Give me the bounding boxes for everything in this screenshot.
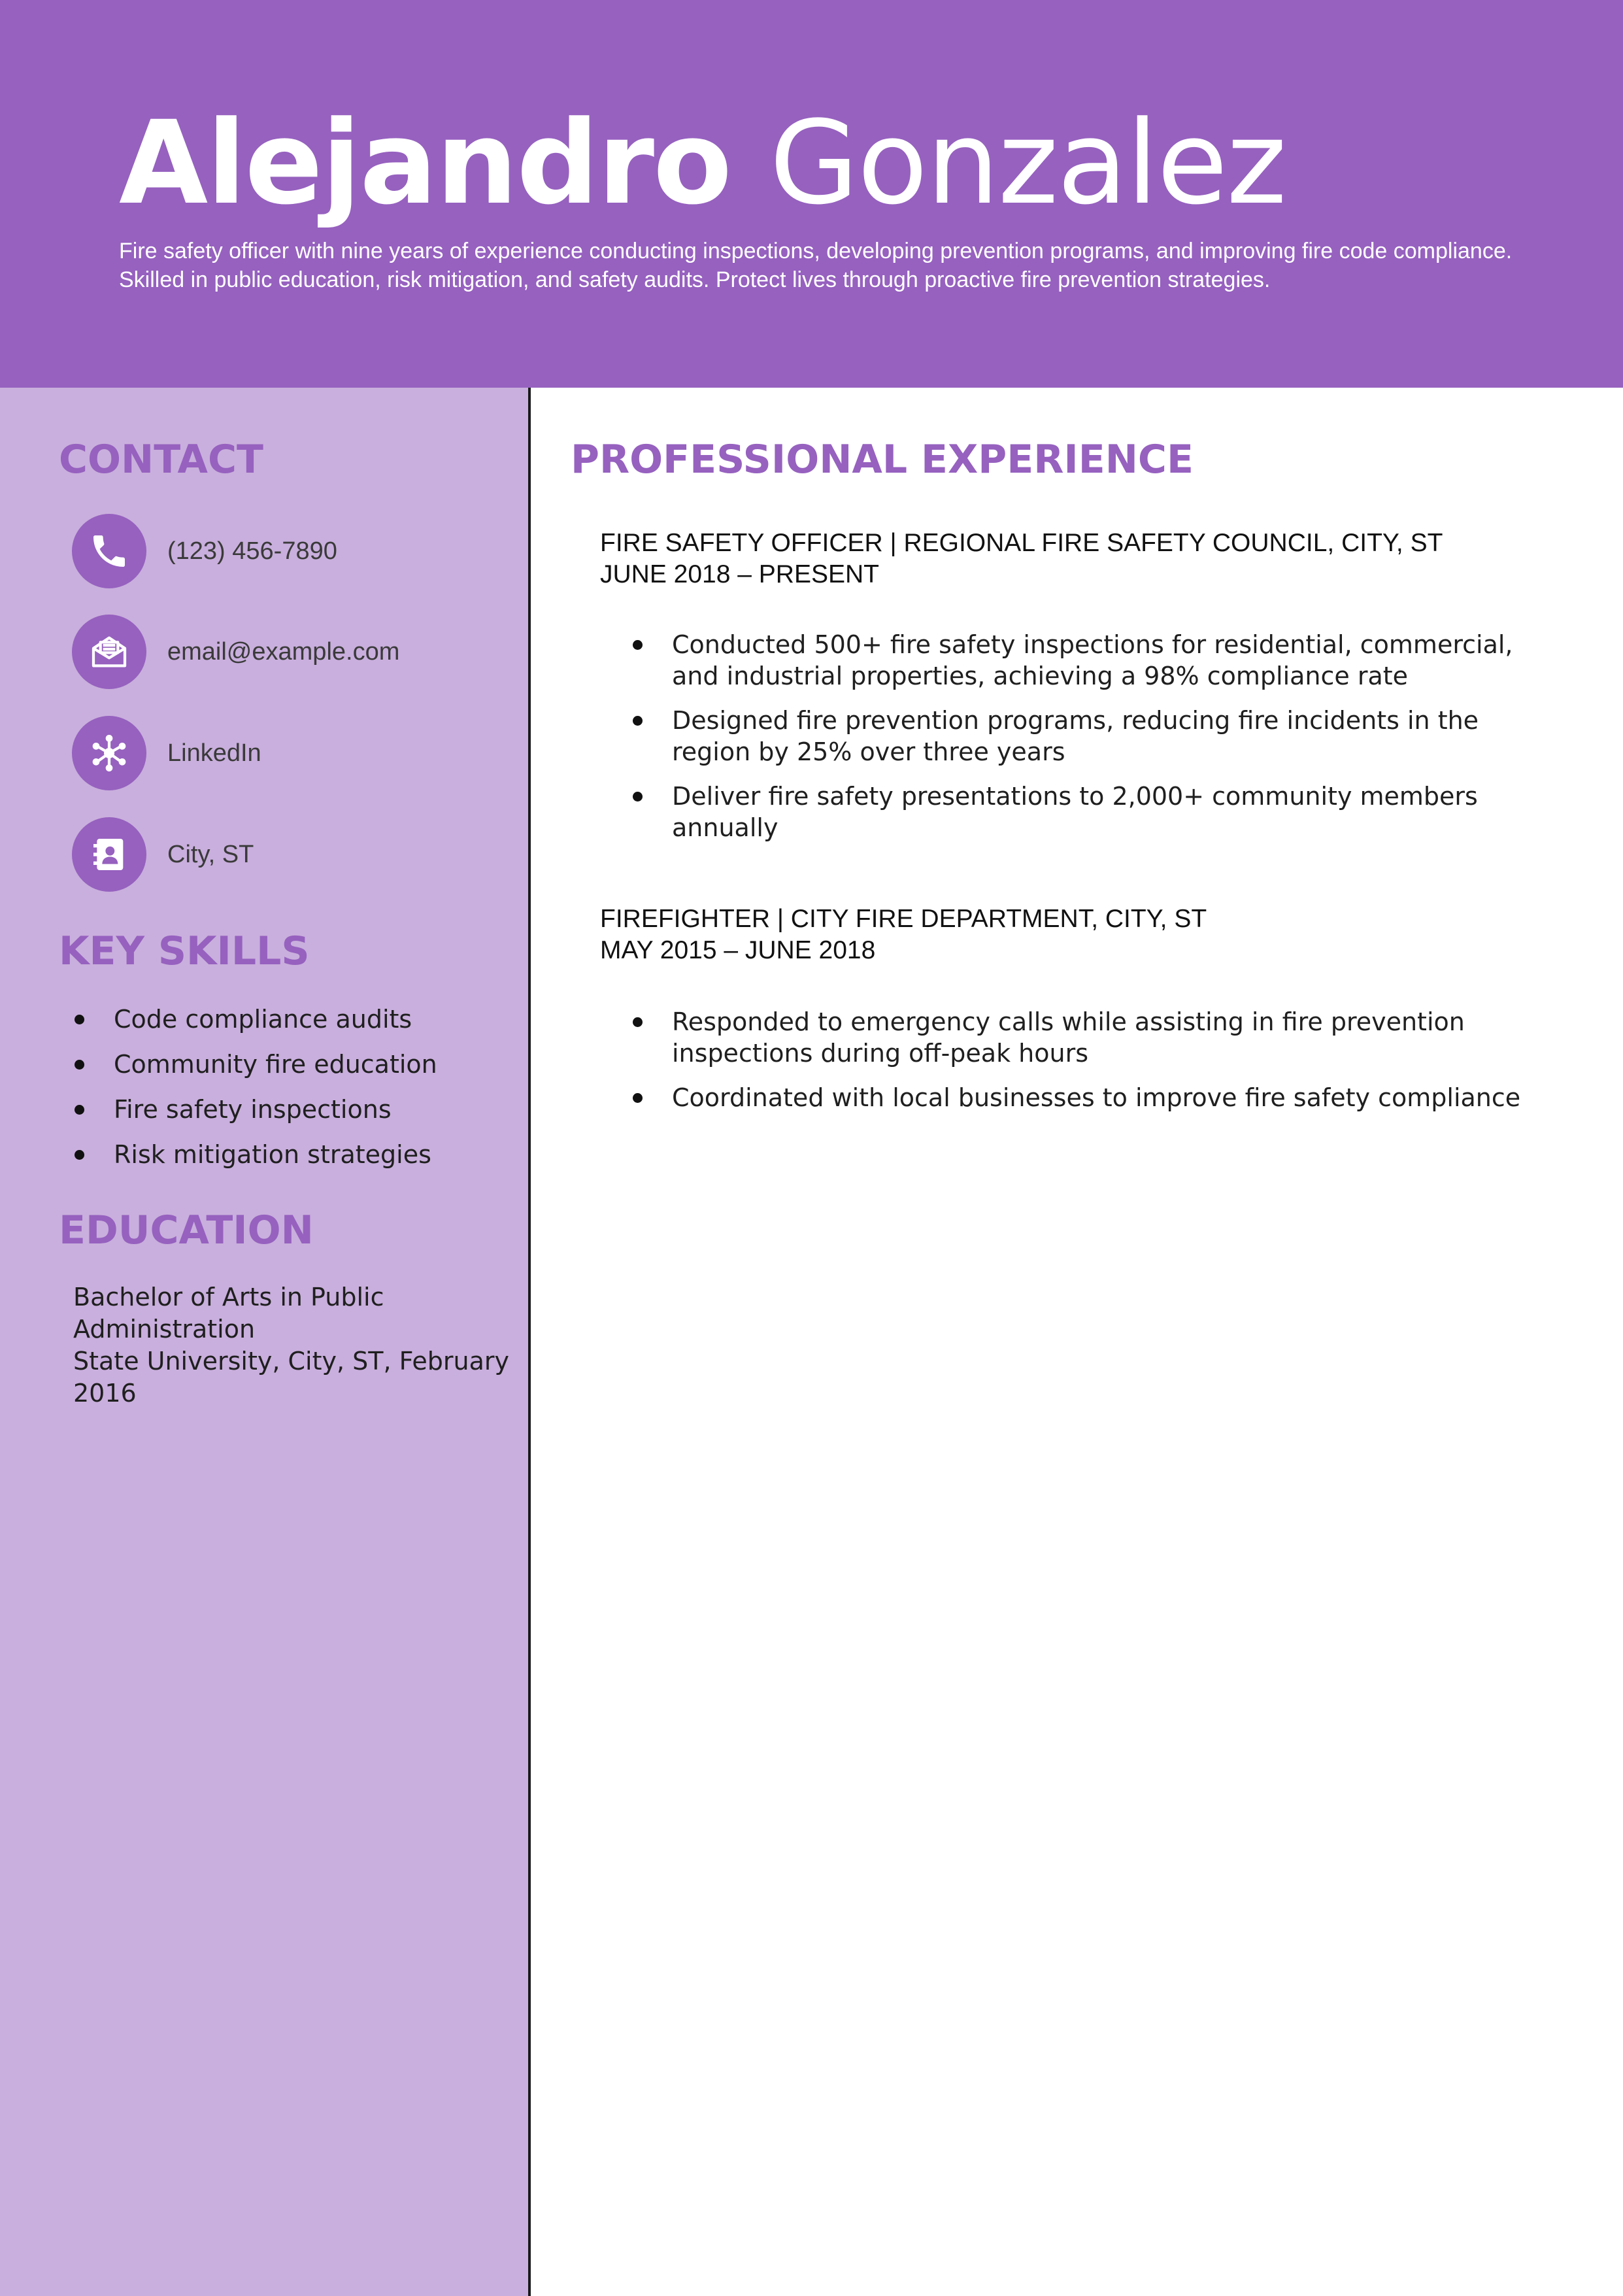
list-item: Fire safety inspections xyxy=(73,1094,437,1125)
linkedin-link[interactable]: LinkedIn xyxy=(167,739,261,767)
phone-icon xyxy=(72,514,146,588)
education-entry xyxy=(73,1281,509,1410)
degree-line: Bachelor of Arts in Public xyxy=(73,1283,384,1311)
skills-heading: KEY SKILLS xyxy=(59,928,310,974)
list-item: Coordinated with local businesses to improve fire safety compliance xyxy=(631,1082,1533,1113)
job-bullets xyxy=(631,1006,1533,1126)
job-title-line: FIRE SAFETY OFFICER | REGIONAL FIRE SAFETY COUNCIL, CITY, ST xyxy=(600,529,1443,557)
professional-summary: Fire safety officer with nine years of experience conducting inspections, developing prevention programs, and improving fire code compliance. Skilled in public education, risk mitigation, and safety audits. Protect lives through proactive fire prevention strategies. xyxy=(119,239,1513,292)
list-item: Responded to emergency calls while assisting in fire prevention inspections during off-peak hours xyxy=(631,1006,1533,1069)
contact-email xyxy=(72,614,399,690)
list-item: Designed fire prevention programs, reducing fire incidents in the region by 25% over three years xyxy=(631,705,1533,768)
school-line: State University, City, ST, February xyxy=(73,1347,510,1376)
first-name: Alejandro xyxy=(119,96,731,230)
network-icon xyxy=(72,716,146,790)
last-name: Gonzalez xyxy=(769,96,1286,230)
contact-heading: CONTACT xyxy=(59,437,263,482)
experience-heading: PROFESSIONAL EXPERIENCE xyxy=(571,437,1194,482)
job-bullets xyxy=(631,629,1533,856)
resume-header xyxy=(0,0,1623,388)
list-item: Deliver fire safety presentations to 2,000+ community members annually xyxy=(631,781,1533,843)
job-dates: JUNE 2018 – PRESENT xyxy=(600,560,880,588)
address-book-icon xyxy=(72,817,146,892)
list-item: Code compliance audits xyxy=(73,1004,437,1035)
contact-linkedin xyxy=(72,715,261,791)
job-title-line: FIREFIGHTER | CITY FIRE DEPARTMENT, CITY, ST xyxy=(600,905,1207,933)
phone-number: (123) 456-7890 xyxy=(167,537,337,565)
job-dates: MAY 2015 – JUNE 2018 xyxy=(600,936,876,964)
candidate-name xyxy=(119,92,1286,235)
degree-line: Administration xyxy=(73,1315,256,1343)
list-item: Risk mitigation strategies xyxy=(73,1139,437,1170)
school-line: 2016 xyxy=(73,1379,137,1408)
skills-list xyxy=(73,1004,437,1184)
location: City, ST xyxy=(167,840,254,868)
contact-location xyxy=(72,817,254,892)
sidebar xyxy=(0,388,531,2296)
list-item: Conducted 500+ fire safety inspections for residential, commercial, and industrial properties, achieving a 98% compliance rate xyxy=(631,629,1533,692)
email-address: email@example.com xyxy=(167,637,400,666)
email-icon xyxy=(72,615,146,689)
education-heading: EDUCATION xyxy=(59,1207,314,1253)
contact-phone xyxy=(72,513,337,589)
list-item: Community fire education xyxy=(73,1049,437,1080)
